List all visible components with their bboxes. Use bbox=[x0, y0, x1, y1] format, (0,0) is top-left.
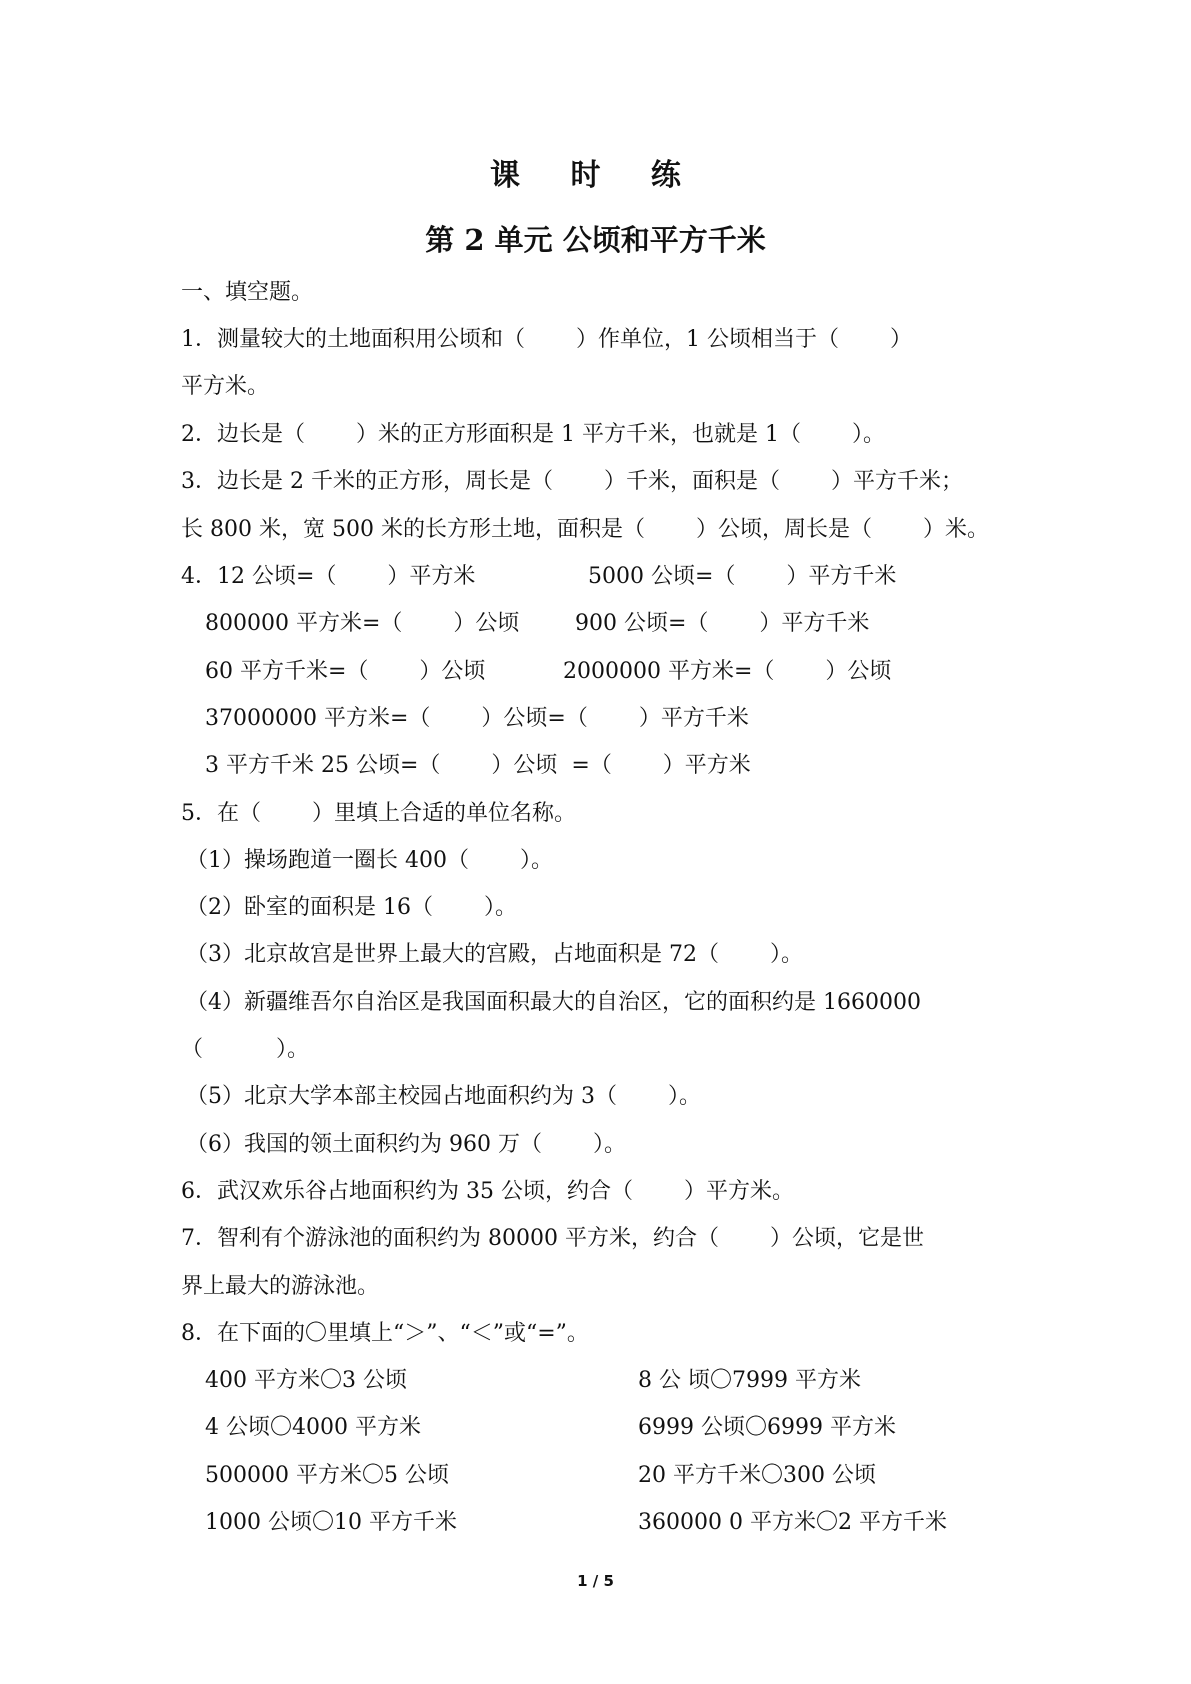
question-5-stem: 5．在（ ）里填上合适的单位名称。 bbox=[181, 801, 576, 826]
question-1-line-2: 平方米。 bbox=[181, 374, 270, 399]
question-2: 2．边长是（ ）米的正方形面积是 1 平方千米，也就是 1（ ）。 bbox=[181, 422, 885, 447]
compare-item: 500000 平方米〇5 公顷 bbox=[205, 1463, 449, 1488]
question-5-item-1: （1）操场跑道一圈长 400（ ）。 bbox=[186, 848, 553, 873]
page-title: 课 时 练 bbox=[490, 158, 701, 193]
question-4-row-4: 37000000 平方米=（ ）公顷=（ ）平方千米 bbox=[205, 706, 749, 731]
question-4-row-3-right: 2000000 平方米=（ ）公顷 bbox=[563, 659, 892, 684]
compare-item: 360000 0 平方米〇2 平方千米 bbox=[638, 1510, 947, 1535]
page-number: 1 / 5 bbox=[577, 1572, 614, 1590]
compare-item: 4 公顷〇4000 平方米 bbox=[205, 1415, 421, 1440]
question-1-line-1: 1．测量较大的土地面积用公顷和（ ）作单位，1 公顷相当于（ ） bbox=[181, 327, 912, 352]
compare-item: 8 公 顷〇7999 平方米 bbox=[638, 1368, 861, 1393]
question-5-item-3: （3）北京故宫是世界上最大的宫殿，占地面积是 72（ ）。 bbox=[186, 942, 803, 967]
question-4-row-5: 3 平方千米 25 公顷=（ ）公顷 =（ ）平方米 bbox=[205, 753, 751, 778]
question-4-row-2-right: 900 公顷=（ ）平方千米 bbox=[575, 611, 870, 636]
question-4-row-1-left: 4．12 公顷=（ ）平方米 bbox=[181, 564, 476, 589]
question-4-row-3-left: 60 平方千米=（ ）公顷 bbox=[205, 659, 486, 684]
question-5-item-4: （4）新疆维吾尔自治区是我国面积最大的自治区，它的面积约是 1660000 bbox=[186, 990, 921, 1015]
question-5-item-2: （2）卧室的面积是 16（ ）。 bbox=[186, 895, 517, 920]
question-6: 6．武汉欢乐谷占地面积约为 35 公顷，约合（ ）平方米。 bbox=[181, 1179, 794, 1204]
question-5-item-5: （5）北京大学本部主校园占地面积约为 3（ ）。 bbox=[186, 1084, 701, 1109]
question-8-stem: 8．在下面的〇里填上“＞”、“＜”或“=”。 bbox=[181, 1321, 589, 1346]
section-heading: 一、填空题。 bbox=[181, 280, 314, 305]
question-3-line-1: 3．边长是 2 千米的正方形，周长是（ ）千米，面积是（ ）平方千米； bbox=[181, 469, 963, 494]
question-4-row-1-right: 5000 公顷=（ ）平方千米 bbox=[588, 564, 897, 589]
compare-item: 20 平方千米〇300 公顷 bbox=[638, 1463, 876, 1488]
question-4-row-2-left: 800000 平方米=（ ）公顷 bbox=[205, 611, 520, 636]
unit-subtitle: 第 2 单元 公顷和平方千米 bbox=[425, 223, 766, 257]
compare-item: 1000 公顷〇10 平方千米 bbox=[205, 1510, 457, 1535]
question-7-line-2: 界上最大的游泳池。 bbox=[181, 1274, 380, 1299]
question-5-item-6: （6）我国的领土面积约为 960 万（ ）。 bbox=[186, 1132, 626, 1157]
question-5-item-4-cont: （ ）。 bbox=[181, 1037, 309, 1062]
question-7-line-1: 7．智利有个游泳池的面积约为 80000 平方米，约合（ ）公顷，它是世 bbox=[181, 1226, 924, 1251]
compare-item: 6999 公顷〇6999 平方米 bbox=[638, 1415, 896, 1440]
compare-item: 400 平方米〇3 公顷 bbox=[205, 1368, 407, 1393]
question-3-line-2: 长 800 米，宽 500 米的长方形土地，面积是（ ）公顷，周长是（ ）米。 bbox=[181, 517, 989, 542]
